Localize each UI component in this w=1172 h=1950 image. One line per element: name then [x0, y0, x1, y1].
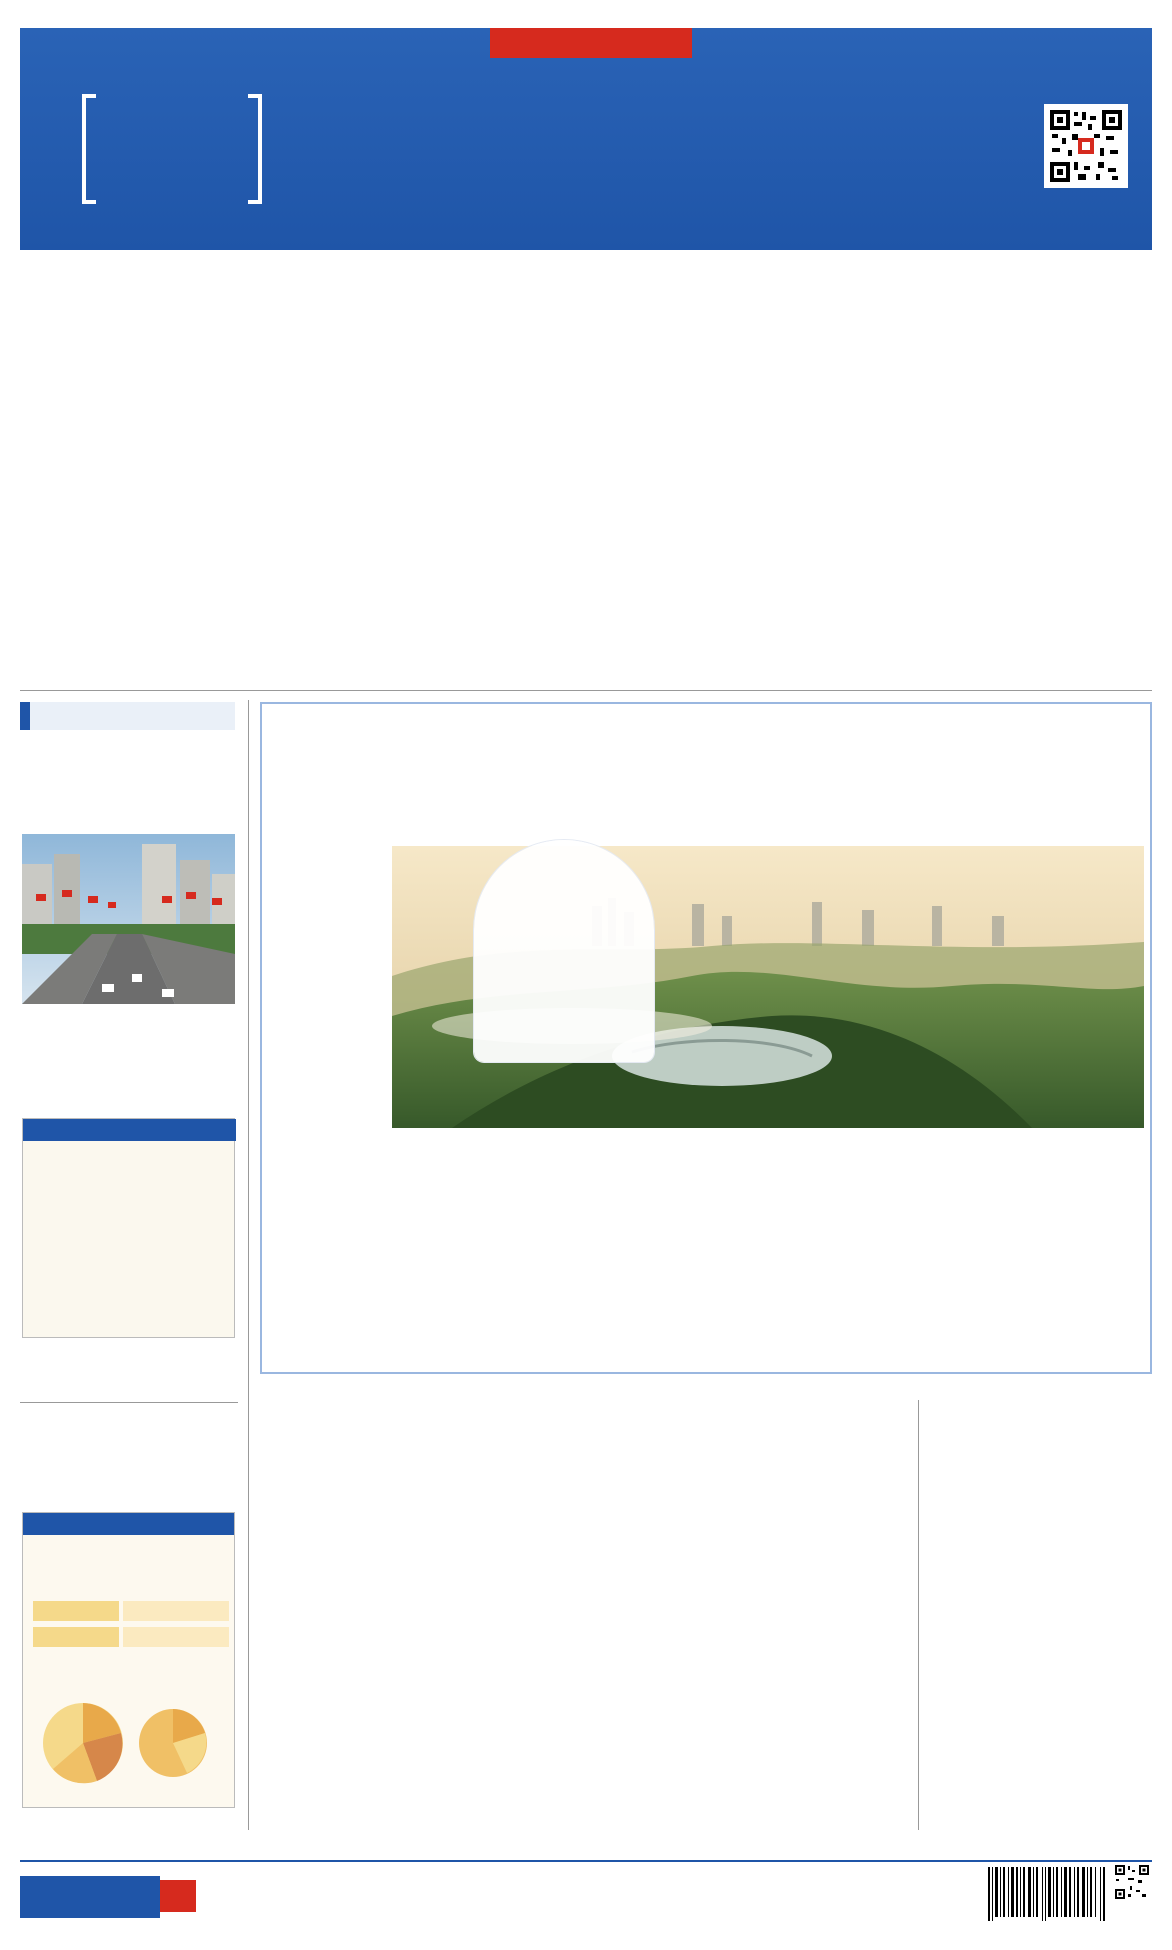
bond-row [33, 1627, 229, 1647]
footer-qr-icon[interactable] [1114, 1864, 1150, 1900]
contest-body-text [928, 1494, 1150, 1814]
bond-rate [123, 1601, 229, 1621]
footer-logo [20, 1876, 160, 1918]
masthead-slogan [490, 28, 692, 58]
feature-body-bottom [494, 1140, 904, 1372]
bond-row [33, 1601, 229, 1621]
barcode-icon [984, 1864, 1110, 1924]
bond-rate [123, 1627, 229, 1647]
date-bracket-left [82, 94, 96, 204]
column-divider [918, 1400, 919, 1830]
footer [20, 1860, 1152, 1936]
newspaper-logo [350, 72, 850, 192]
bond-infographic [22, 1512, 235, 1808]
feature-body-right [916, 1140, 1142, 1372]
bond-term [33, 1601, 119, 1621]
mini-chart-title [23, 1119, 236, 1141]
service-list-card [474, 840, 654, 1062]
stock-body-text [286, 1498, 908, 1814]
divider [20, 690, 1152, 691]
feature-story-box [260, 702, 1152, 1374]
feature-body-left [276, 850, 482, 1370]
date-bracket-right [248, 94, 262, 204]
news-brief-header [20, 702, 235, 730]
investment-mini-chart [22, 1118, 235, 1338]
news-brief-header-block [20, 702, 235, 730]
street-flags-photo [22, 834, 235, 1004]
column-divider [248, 700, 249, 1830]
footer-logo-tag [160, 1880, 196, 1912]
masthead [20, 28, 1152, 250]
lead-body-text [30, 422, 1142, 680]
divider [20, 1402, 238, 1403]
bond-pie-icon [37, 1685, 223, 1801]
publisher-info [890, 104, 1040, 110]
qr-code-icon[interactable] [1044, 104, 1128, 188]
date-box [82, 94, 262, 204]
bond-box-title [23, 1513, 234, 1535]
bond-term [33, 1627, 119, 1647]
